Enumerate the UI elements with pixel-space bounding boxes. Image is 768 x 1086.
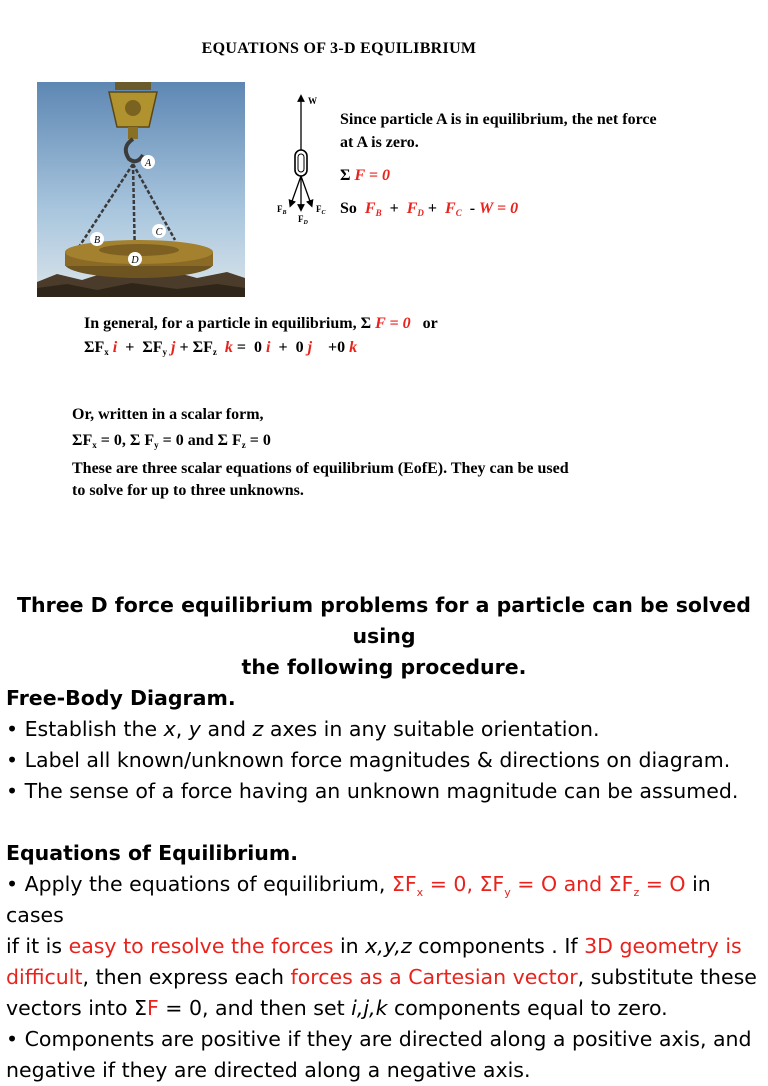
bullet-apply-line-4: vectors into ΣF = 0, and then set i,j,k components equal to zero.	[6, 996, 668, 1020]
bullet-sense: • The sense of a force having an unknown magnitude can be assumed.	[6, 779, 739, 803]
procedure-heading-line-1: Three D force equilibrium problems for a particle can be solved using	[17, 593, 751, 648]
page-title: EQUATIONS OF 3-D EQUILIBRIUM	[201, 40, 477, 57]
bullet-axes: • Establish the x, y and z axes in any suitable orientation.	[6, 717, 600, 741]
bullet-components-line-2: negative if they are directed along a negative axis.	[6, 1058, 531, 1082]
general-vector-equation: $\Sigma F_x$ $i + \Sigma F_y$ $j + \Sigma F_z$ k = 0 i + 0 j +0 k	[84, 339, 358, 357]
equilibrium-statement	[340, 108, 657, 220]
scalar-note-line-2: to solve for up to three unknowns.	[72, 482, 304, 499]
fbd-subheading: Free-Body Diagram.	[6, 686, 236, 710]
weight-label: W	[308, 96, 317, 106]
scalar-equations: $\Sigma F_x = 0$, Σ $F_y = 0$ and Σ $F_z = 0$	[72, 432, 271, 450]
force-b-label: $F_B$	[277, 204, 287, 216]
free-body-diagram	[275, 92, 337, 232]
force-c-label: $F_C$	[316, 204, 326, 216]
force-sum-equation: So $F_B + F_D + F_C - W = 0$	[340, 200, 519, 218]
statement-line-1: Since particle A is in equilibrium, the net force	[340, 111, 657, 128]
crane-photo	[37, 82, 245, 297]
scalar-note-line-1: These are three scalar equations of equilibrium (EofE). They can be used	[72, 460, 569, 477]
bullet-apply-line-3: difficult, then express each forces as a Cartesian vector, substitute these	[6, 965, 757, 989]
bullet-apply-line-2: if it is easy to resolve the forces in x,y,z components . If 3D geometry is	[6, 934, 742, 958]
photo-label-c: C	[155, 227, 163, 238]
procedure-heading-line-2: the following procedure.	[241, 655, 527, 679]
general-equation-block	[84, 312, 438, 360]
force-d-label: $F_D$	[298, 214, 308, 226]
statement-line-2: at A is zero.	[340, 134, 419, 151]
bullet-label-forces: • Label all known/unknown force magnitudes & directions on diagram.	[6, 748, 731, 772]
net-force-equation: Σ F = 0	[340, 167, 390, 184]
procedure-section	[6, 590, 762, 1086]
general-intro: In general, for a particle in equilibrium, Σ F = 0 or	[84, 315, 438, 332]
scalar-form-block	[72, 402, 569, 502]
eofe-subheading: Equations of Equilibrium.	[6, 841, 298, 865]
photo-label-b: B	[93, 235, 101, 246]
photo-label-a: A	[144, 158, 152, 169]
scalar-intro: Or, written in a scalar form,	[72, 406, 264, 423]
photo-label-d: D	[131, 255, 139, 266]
bullet-components-line-1: • Components are positive if they are directed along a positive axis, and	[6, 1027, 752, 1051]
bullet-apply-line-1: • Apply the equations of equilibrium, $\Sigma F_x = 0$, $\Sigma F_y = O$ and $\Sigma F_z = O$ in cases	[6, 872, 711, 927]
